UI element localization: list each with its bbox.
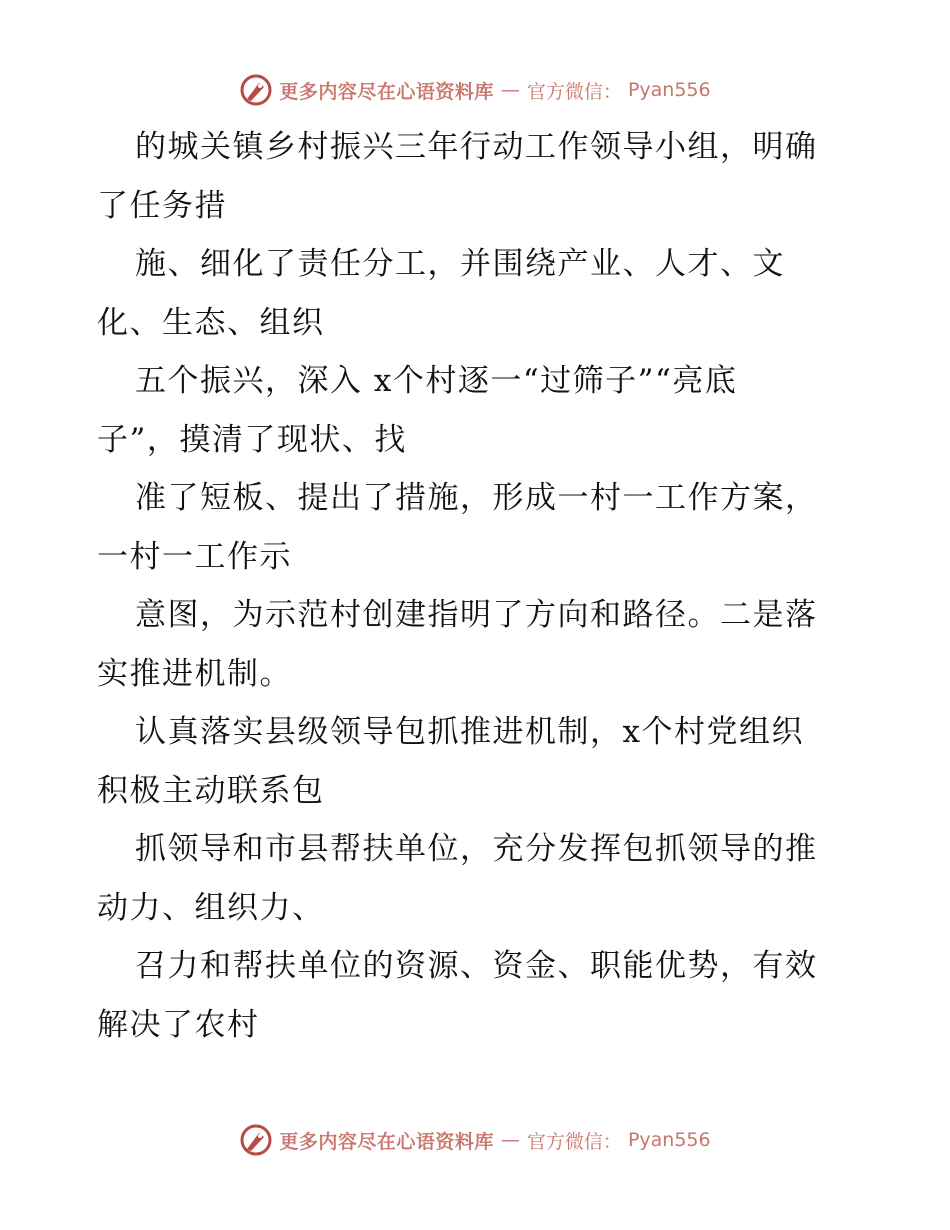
pen-nib-logo-icon — [239, 73, 273, 107]
watermark-wechat-label: 官方微信： — [526, 1130, 622, 1153]
watermark-wechat-label: 官方微信： — [526, 80, 622, 103]
watermark-brand-text: 更多内容尽在心语资料库 — [279, 1130, 494, 1153]
paragraph-line: 了任务措 — [97, 187, 227, 224]
watermark-brand-text: 更多内容尽在心语资料库 — [279, 80, 494, 103]
paragraph-line: 认真落实县级领导包抓推进机制，x个村党组织 — [135, 714, 804, 750]
paragraph-line: 实推进机制。 — [97, 655, 292, 692]
paragraph-line: 意图，为示范村创建指明了方向和路径。二是落 — [135, 597, 818, 633]
watermark-dash: — — [500, 1129, 520, 1151]
document-body — [97, 118, 857, 1054]
paragraph-line: 施、细化了责任分工，并围绕产业、人才、文 — [135, 246, 785, 282]
watermark-dash: — — [500, 79, 520, 101]
paragraph-line: 抓领导和市县帮扶单位，充分发挥包抓领导的推 — [135, 831, 818, 867]
paragraph-line: 五个振兴，深入 x个村逐一“过筛子”“亮底 — [135, 363, 738, 399]
watermark-wechat-id: Pyan556 — [627, 1129, 711, 1151]
paragraph-line: 召力和帮扶单位的资源、资金、职能优势，有效 — [135, 948, 818, 984]
paragraph-line: 解决了农村 — [97, 1006, 260, 1043]
paragraph-line: 积极主动联系包 — [97, 772, 325, 809]
paragraph-line: 的城关镇乡村振兴三年行动工作领导小组，明确 — [135, 129, 818, 165]
paragraph-line: 一村一工作示 — [97, 538, 292, 575]
watermark-wechat-id: Pyan556 — [627, 79, 711, 101]
pen-nib-logo-icon — [239, 1123, 273, 1157]
paragraph-line: 动力、组织力、 — [97, 889, 325, 926]
footer-watermark — [0, 1120, 950, 1160]
paragraph-line: 准了短板、提出了措施，形成一村一工作方案， — [135, 480, 818, 516]
paragraph-line: 化、生态、组织 — [97, 304, 325, 341]
paragraph-line: 子”，摸清了现状、找 — [97, 421, 407, 458]
header-watermark — [0, 70, 950, 110]
